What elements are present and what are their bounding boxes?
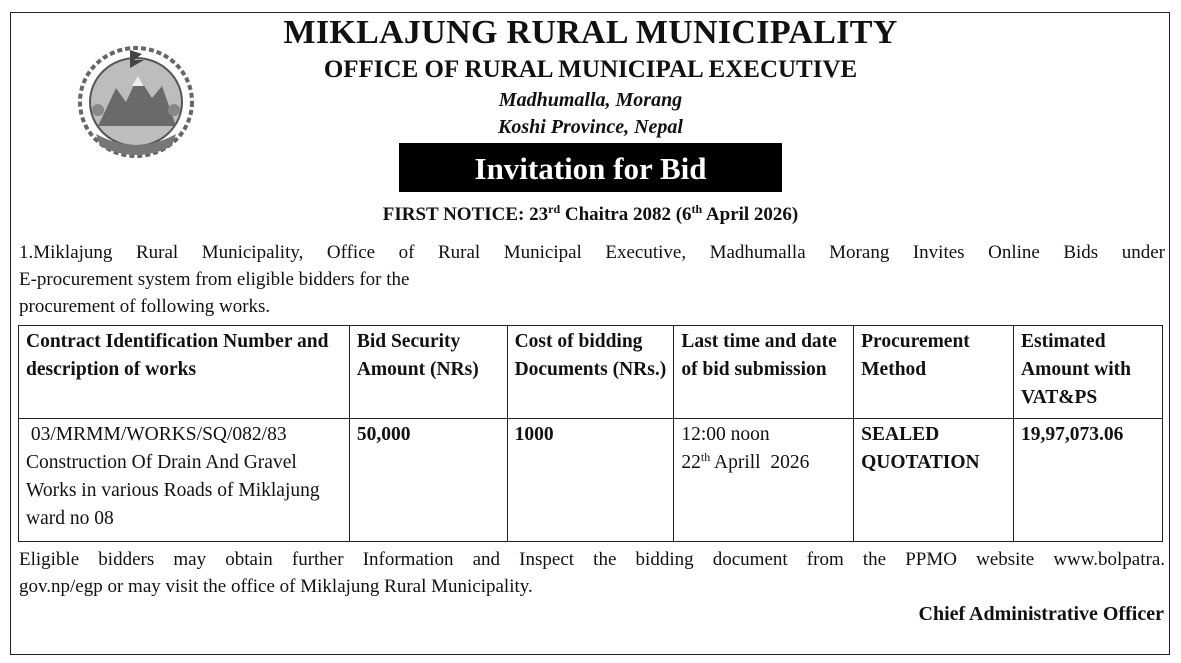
deadline-date (681, 449, 846, 477)
intro-line-1: 1.Miklajung Rural Municipality, Office of Rural Municipal Executive, Madhumalla Morang Invites Online Bids under (19, 242, 1165, 263)
bid-security-cell: 50,000 (349, 419, 507, 542)
notice-prefix: FIRST NOTICE: 23 (382, 204, 549, 225)
notice-middle: Chaitra 2082 (6 (560, 204, 692, 225)
address-line-2: Koshi Province, Nepal (498, 116, 683, 138)
footer-paragraph (19, 546, 1165, 600)
invitation-banner: Invitation for Bid (399, 143, 782, 192)
amount-cell: 19,97,073.06 (1014, 419, 1163, 542)
column-header: Cost of bidding Documents (NRs.) (507, 326, 674, 419)
first-notice (0, 204, 1181, 226)
work-description: Construction Of Drain And Gravel Works in various Roads of Miklajung ward no 08 (26, 452, 320, 529)
footer-line-2: gov.np/egp or may visit the office of Miklajung Rural Municipality. (19, 576, 533, 597)
notice-sup-1: rd (548, 202, 561, 216)
column-header: Bid Security Amount (NRs) (349, 326, 507, 419)
notice-sup-2: th (691, 202, 703, 216)
contract-cell (19, 419, 350, 542)
column-header: Contract Identification Number and description of works (19, 326, 350, 419)
table-row (19, 419, 1163, 542)
method-cell: SEALED QUOTATION (854, 419, 1014, 542)
column-header: Last time and date of bid submission (674, 326, 854, 419)
footer-line-1: Eligible bidders may obtain further Information and Inspect the bidding document from the PPMO website www.bolpatra. (19, 549, 1165, 570)
notice-suffix: April 2026) (702, 204, 799, 225)
intro-line-3: procurement of following works. (19, 296, 271, 317)
intro-line-2: E-procurement system from eligible bidders for the (19, 269, 410, 290)
intro-paragraph (19, 239, 1165, 320)
table-header-row (19, 326, 1163, 419)
works-table (18, 325, 1163, 542)
date-sup: th (700, 450, 711, 464)
municipality-title: MIKLAJUNG RURAL MUNICIPALITY (283, 14, 898, 51)
address-line-1: Madhumalla, Morang (498, 89, 683, 111)
contract-id: 03/MRMM/WORKS/SQ/082/83 (26, 424, 287, 445)
column-header: Estimated Amount with VAT&PS (1014, 326, 1163, 419)
column-header: Procurement Method (854, 326, 1014, 419)
doc-cost-cell: 1000 (507, 419, 674, 542)
signatory: Chief Administrative Officer (918, 603, 1164, 625)
deadline-cell (674, 419, 854, 542)
deadline-time: 12:00 noon (681, 424, 770, 445)
office-title: OFFICE OF RURAL MUNICIPAL EXECUTIVE (323, 56, 858, 83)
date-suffix: Aprill 2026 (710, 452, 810, 473)
date-prefix: 22 (681, 452, 701, 473)
